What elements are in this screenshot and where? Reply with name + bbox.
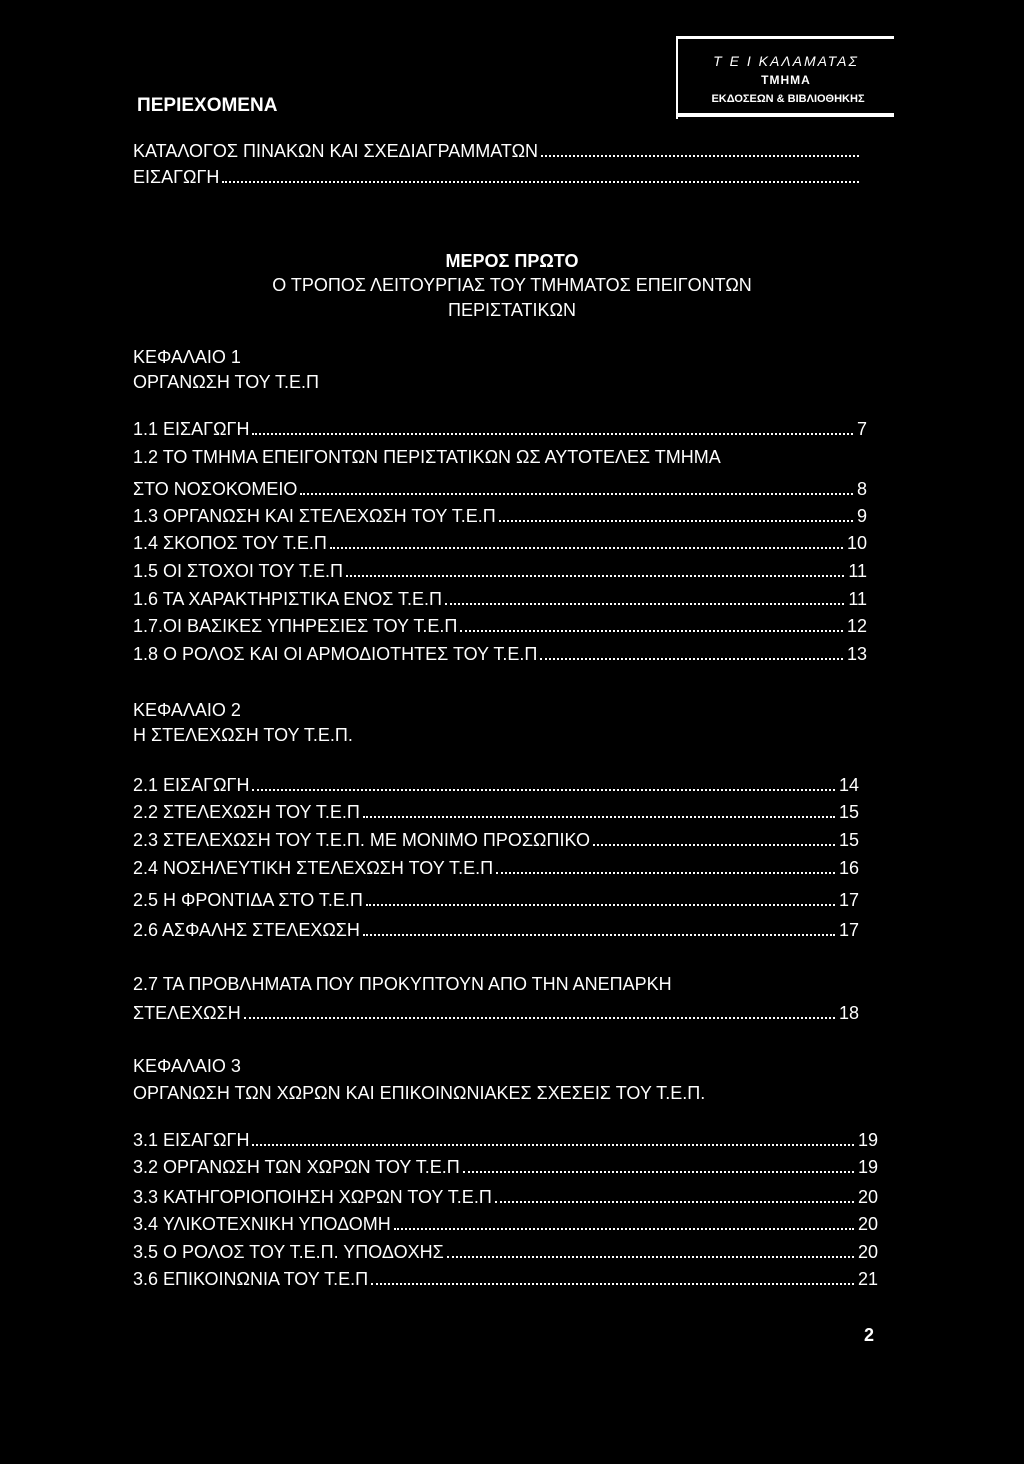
leader-dots bbox=[346, 575, 844, 577]
toc-entry-page: 20 bbox=[857, 1242, 878, 1262]
leader-dots bbox=[499, 520, 853, 522]
toc-entry-label: 1.3 ΟΡΓΑΝΩΣΗ ΚΑΙ ΣΤΕΛΕΧΩΣΗ ΤΟΥ Τ.Ε.Π bbox=[133, 506, 496, 526]
toc-entry-label: 1.8 Ο ΡΟΛΟΣ ΚΑΙ ΟΙ ΑΡΜΟΔΙΟΤΗΤΕΣ ΤΟΥ Τ.Ε.Π bbox=[133, 644, 538, 664]
toc-entry-page: 20 bbox=[857, 1187, 878, 1207]
leader-dots bbox=[540, 658, 843, 660]
part-title: ΜΕΡΟΣ ΠΡΩΤΟ bbox=[445, 251, 579, 271]
toc-entry-1-5[interactable] bbox=[133, 560, 867, 582]
toc-entry-page: 17 bbox=[838, 920, 859, 940]
toc-entry-label: 3.3 ΚΑΤΗΓΟΡΙΟΠΟΙΗΣΗ ΧΩΡΩΝ ΤΟΥ Τ.Ε.Π bbox=[133, 1187, 492, 1207]
page-title: ΠΕΡΙΕΧΟΜΕΝΑ bbox=[137, 95, 278, 116]
toc-entry-2-6[interactable] bbox=[133, 919, 859, 941]
toc-entry-label: 2.5 Η ΦΡΟΝΤΙΔΑ ΣΤΟ Τ.Ε.Π bbox=[133, 890, 363, 910]
chapter-1-subtitle: ΟΡΓΑΝΩΣΗ ΤΟΥ Τ.Ε.Π bbox=[133, 372, 320, 392]
leader-dots bbox=[252, 1144, 854, 1146]
toc-entry-page: 14 bbox=[838, 775, 859, 795]
toc-entry-label: 1.1 ΕΙΣΑΓΩΓΗ bbox=[133, 419, 250, 439]
leader-dots bbox=[300, 493, 853, 495]
leader-dots bbox=[593, 844, 835, 846]
leader-dots bbox=[222, 181, 859, 183]
toc-entry-3-4[interactable] bbox=[133, 1213, 878, 1235]
toc-entry-label: 2.4 ΝΟΣΗΛΕΥΤΙΚΗ ΣΤΕΛΕΧΩΣΗ ΤΟΥ Τ.Ε.Π bbox=[133, 858, 494, 878]
stamp-line-2: ΤΜΗΜΑ bbox=[761, 73, 811, 87]
toc-entry-label: 2.6 ΑΣΦΑΛΗΣ ΣΤΕΛΕΧΩΣΗ bbox=[133, 920, 360, 940]
leader-dots bbox=[495, 1201, 854, 1203]
leader-dots bbox=[366, 904, 835, 906]
leader-dots bbox=[363, 934, 835, 936]
toc-entry-3-5[interactable] bbox=[133, 1241, 878, 1263]
part-subtitle-line-1: Ο ΤΡΟΠΟΣ ΛΕΙΤΟΥΡΓΙΑΣ ΤΟΥ ΤΜΗΜΑΤΟΣ ΕΠΕΙΓΟΝΤΩΝ bbox=[272, 275, 752, 295]
toc-entry-label: 3.5 Ο ΡΟΛΟΣ ΤΟΥ Τ.Ε.Π. ΥΠΟΔΟΧΗΣ bbox=[133, 1242, 444, 1262]
toc-entry-label: ΕΙΣΑΓΩΓΗ bbox=[133, 167, 220, 187]
toc-entry-label: 1.4 ΣΚΟΠΟΣ ΤΟΥ Τ.Ε.Π bbox=[133, 533, 327, 553]
chapter-3-subtitle: ΟΡΓΑΝΩΣΗ ΤΩΝ ΧΩΡΩΝ ΚΑΙ ΕΠΙΚΟΙΝΩΝΙΑΚΕΣ ΣΧΕΣΕΙΣ ΤΟΥ Τ.Ε.Π. bbox=[133, 1083, 706, 1103]
page-number: 2 bbox=[864, 1325, 875, 1345]
leader-dots bbox=[394, 1228, 854, 1230]
toc-entry-1-2-cont[interactable] bbox=[133, 478, 867, 500]
chapter-1-heading: ΚΕΦΑΛΑΙΟ 1 bbox=[133, 347, 241, 367]
chapter-2-subtitle: Η ΣΤΕΛΕΧΩΣΗ ΤΟΥ Τ.Ε.Π. bbox=[133, 725, 353, 745]
toc-entry-1-8[interactable] bbox=[133, 643, 867, 665]
leader-dots bbox=[445, 603, 844, 605]
toc-entry-label: 1.7.ΟΙ ΒΑΣΙΚΕΣ ΥΠΗΡΕΣΙΕΣ ΤΟΥ Τ.Ε.Π bbox=[133, 616, 458, 636]
toc-entry-3-3[interactable] bbox=[133, 1186, 878, 1208]
toc-entry-1-7[interactable] bbox=[133, 615, 867, 637]
toc-entry-label: 3.6 ΕΠΙΚΟΙΝΩΝΙΑ ΤΟΥ Τ.Ε.Π bbox=[133, 1269, 369, 1289]
leader-dots bbox=[244, 1017, 835, 1019]
toc-entry-page: 16 bbox=[838, 858, 859, 878]
toc-entry-label: ΚΑΤΑΛΟΓΟΣ ΠΙΝΑΚΩΝ ΚΑΙ ΣΧΕΔΙΑΓΡΑΜΜΑΤΩΝ bbox=[133, 141, 539, 161]
toc-entry-tables-list[interactable] bbox=[133, 140, 863, 162]
leader-dots bbox=[541, 155, 859, 157]
stamp-line-3: ΕΚΔΟΣΕΩΝ & ΒΙΒΛΙΟΘΗΚΗΣ bbox=[711, 93, 865, 105]
toc-entry-label: ΣΤΕΛΕΧΩΣΗ bbox=[133, 1003, 241, 1023]
toc-entry-page: 11 bbox=[848, 589, 867, 609]
toc-entry-2-4[interactable] bbox=[133, 857, 859, 879]
toc-entry-page: 13 bbox=[846, 644, 867, 664]
toc-entry-label: 3.2 ΟΡΓΑΝΩΣΗ ΤΩΝ ΧΩΡΩΝ ΤΟΥ Τ.Ε.Π bbox=[133, 1157, 460, 1177]
toc-entry-2-7-cont[interactable] bbox=[133, 1002, 859, 1024]
part-subtitle-line-2: ΠΕΡΙΣΤΑΤΙΚΩΝ bbox=[448, 300, 576, 320]
leader-dots bbox=[330, 547, 843, 549]
toc-entry-label: 1.6 ΤΑ ΧΑΡΑΚΤΗΡΙΣΤΙΚΑ ΕΝΟΣ Τ.Ε.Π bbox=[133, 589, 443, 609]
toc-entry-page: 18 bbox=[838, 1003, 859, 1023]
toc-entry-label: 1.5 ΟΙ ΣΤΟΧΟΙ ΤΟΥ Τ.Ε.Π bbox=[133, 561, 343, 581]
library-stamp bbox=[676, 36, 894, 119]
leader-dots bbox=[460, 630, 843, 632]
toc-entry-page: 19 bbox=[857, 1130, 878, 1150]
toc-entry-2-3[interactable] bbox=[133, 829, 859, 851]
toc-entry-2-2[interactable] bbox=[133, 801, 859, 823]
leader-dots bbox=[371, 1283, 854, 1285]
toc-entry-2-7[interactable]: 2.7 ΤΑ ΠΡΟΒΛΗΜΑΤΑ ΠΟΥ ΠΡΟΚΥΠΤΟΥΝ ΑΠΟ ΤΗΝ ΑΝΕΠΑΡΚΗ bbox=[133, 974, 672, 994]
toc-entry-3-2[interactable] bbox=[133, 1156, 878, 1178]
toc-entry-page: 9 bbox=[856, 506, 867, 526]
leader-dots bbox=[447, 1256, 854, 1258]
toc-entry-1-1[interactable] bbox=[133, 418, 867, 440]
leader-dots bbox=[363, 816, 835, 818]
toc-entry-page: 10 bbox=[846, 533, 867, 553]
stamp-line-1: Τ Ε Ι ΚΑΛΑΜΑΤΑΣ bbox=[713, 53, 859, 69]
toc-entry-1-3[interactable] bbox=[133, 505, 867, 527]
toc-entry-label: ΣΤΟ ΝΟΣΟΚΟΜΕΙΟ bbox=[133, 479, 298, 499]
stamp-rule bbox=[678, 113, 894, 117]
chapter-3-heading: ΚΕΦΑΛΑΙΟ 3 bbox=[133, 1056, 241, 1076]
toc-entry-page: 17 bbox=[838, 890, 859, 910]
toc-entry-label: 3.4 ΥΛΙΚΟΤΕΧΝΙΚΗ ΥΠΟΔΟΜΗ bbox=[133, 1214, 391, 1234]
toc-entry-page: 12 bbox=[846, 616, 867, 636]
toc-entry-label: 2.2 ΣΤΕΛΕΧΩΣΗ ΤΟΥ Τ.Ε.Π bbox=[133, 802, 360, 822]
toc-entry-page: 7 bbox=[856, 419, 867, 439]
toc-entry-label: 3.1 ΕΙΣΑΓΩΓΗ bbox=[133, 1130, 250, 1150]
toc-entry-1-6[interactable] bbox=[133, 588, 867, 610]
toc-entry-page: 19 bbox=[857, 1157, 878, 1177]
toc-entry-label: 2.1 ΕΙΣΑΓΩΓΗ bbox=[133, 775, 250, 795]
toc-entry-1-4[interactable] bbox=[133, 532, 867, 554]
leader-dots bbox=[252, 433, 853, 435]
toc-entry-page: 20 bbox=[857, 1214, 878, 1234]
toc-entry-page: 21 bbox=[857, 1269, 878, 1289]
toc-entry-page: 15 bbox=[838, 830, 859, 850]
toc-entry-3-6[interactable] bbox=[133, 1268, 878, 1290]
leader-dots bbox=[496, 872, 835, 874]
leader-dots bbox=[252, 789, 835, 791]
toc-entry-page: 8 bbox=[856, 479, 867, 499]
toc-entry-introduction[interactable] bbox=[133, 166, 863, 188]
chapter-2-heading: ΚΕΦΑΛΑΙΟ 2 bbox=[133, 700, 241, 720]
toc-entry-2-1[interactable] bbox=[133, 774, 859, 796]
leader-dots bbox=[463, 1171, 854, 1173]
toc-entry-3-1[interactable] bbox=[133, 1129, 878, 1151]
toc-entry-2-5[interactable] bbox=[133, 889, 859, 911]
toc-entry-page: 15 bbox=[838, 802, 859, 822]
toc-entry-1-2[interactable]: 1.2 ΤΟ ΤΜΗΜΑ ΕΠΕΙΓΟΝΤΩΝ ΠΕΡΙΣΤΑΤΙΚΩΝ ΩΣ ΑΥΤΟΤΕΛΕΣ ΤΜΗΜΑ bbox=[133, 447, 721, 467]
toc-entry-page: 11 bbox=[848, 561, 867, 581]
toc-entry-label: 2.3 ΣΤΕΛΕΧΩΣΗ ΤΟΥ Τ.Ε.Π. ΜΕ ΜΟΝΙΜΟ ΠΡΟΣΩΠΙΚΟ bbox=[133, 830, 590, 850]
